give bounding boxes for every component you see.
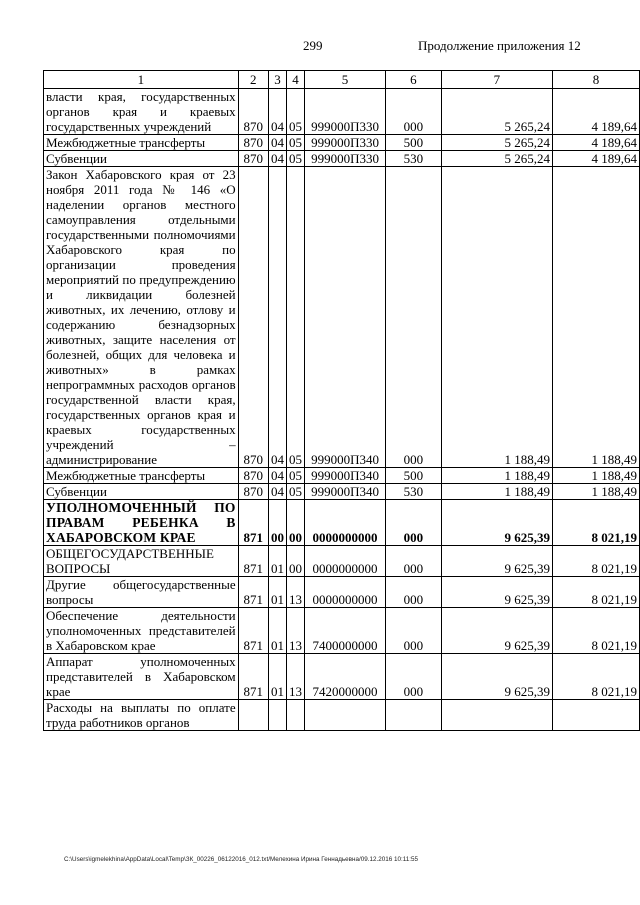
cell-target-article: 999000П340 — [304, 468, 385, 484]
cell-amount-actual: 1 188,49 — [553, 167, 640, 468]
cell-amount-planned: 9 625,39 — [441, 608, 552, 654]
budget-table — [43, 70, 640, 731]
cell-amount-planned: 1 188,49 — [441, 167, 552, 468]
cell-ministry: 870 — [238, 484, 268, 500]
cell-expense-type: 000 — [386, 89, 442, 135]
table-row — [44, 167, 640, 468]
table-row — [44, 151, 640, 167]
cell-section: 01 — [268, 654, 286, 700]
cell-expense-type — [386, 700, 442, 731]
cell-target-article: 999000П340 — [304, 167, 385, 468]
cell-expense-type: 000 — [386, 608, 442, 654]
cell-subsection: 05 — [286, 135, 304, 151]
cell-subsection: 00 — [286, 546, 304, 577]
cell-amount-planned: 5 265,24 — [441, 135, 552, 151]
cell-amount-planned — [441, 700, 552, 731]
file-path-footer: C:\Users\igmelekhina\AppData\Local\Temp\ЗК_00226_06122016_012.txt/Мелехина Ирина Геннадьевна/09.12.2016 10:11:55 — [64, 856, 419, 863]
cell-amount-actual: 8 021,19 — [553, 546, 640, 577]
cell-ministry: 870 — [238, 89, 268, 135]
cell-amount-planned: 9 625,39 — [441, 500, 552, 546]
cell-target-article: 999000П330 — [304, 151, 385, 167]
column-header: 6 — [386, 71, 442, 89]
cell-section: 01 — [268, 546, 286, 577]
cell-section: 04 — [268, 135, 286, 151]
cell-amount-planned: 9 625,39 — [441, 654, 552, 700]
column-header: 2 — [238, 71, 268, 89]
cell-ministry: 870 — [238, 135, 268, 151]
table-header-row — [44, 71, 640, 89]
cell-subsection: 05 — [286, 484, 304, 500]
cell-expense-type: 000 — [386, 546, 442, 577]
cell-amount-planned: 1 188,49 — [441, 468, 552, 484]
row-name: Межбюджетные трансферты — [44, 468, 239, 484]
table-row — [44, 484, 640, 500]
cell-subsection: 13 — [286, 608, 304, 654]
cell-expense-type: 000 — [386, 654, 442, 700]
cell-section: 04 — [268, 89, 286, 135]
cell-subsection: 05 — [286, 167, 304, 468]
table-row — [44, 700, 640, 731]
table-row — [44, 500, 640, 546]
cell-section: 01 — [268, 608, 286, 654]
cell-section: 04 — [268, 151, 286, 167]
cell-target-article: 7420000000 — [304, 654, 385, 700]
cell-subsection: 13 — [286, 654, 304, 700]
cell-ministry: 871 — [238, 500, 268, 546]
cell-amount-actual: 1 188,49 — [553, 484, 640, 500]
cell-ministry: 871 — [238, 654, 268, 700]
cell-expense-type: 000 — [386, 577, 442, 608]
table-row — [44, 546, 640, 577]
column-header: 4 — [286, 71, 304, 89]
cell-target-article: 7400000000 — [304, 608, 385, 654]
cell-amount-actual: 4 189,64 — [553, 135, 640, 151]
cell-amount-actual: 8 021,19 — [553, 500, 640, 546]
cell-amount-actual: 1 188,49 — [553, 468, 640, 484]
cell-amount-planned: 5 265,24 — [441, 151, 552, 167]
row-name: УПОЛНОМОЧЕННЫЙ ПО ПРАВАМ РЕБЕНКА В ХАБАРОВСКОМ КРАЕ — [44, 500, 239, 546]
cell-amount-planned: 5 265,24 — [441, 89, 552, 135]
table-row — [44, 468, 640, 484]
cell-target-article: 0000000000 — [304, 546, 385, 577]
cell-amount-planned: 9 625,39 — [441, 577, 552, 608]
cell-amount-actual: 8 021,19 — [553, 577, 640, 608]
cell-section: 00 — [268, 500, 286, 546]
column-header: 5 — [304, 71, 385, 89]
cell-ministry: 870 — [238, 167, 268, 468]
cell-section: 04 — [268, 484, 286, 500]
cell-subsection: 13 — [286, 577, 304, 608]
row-name: власти края, государственных органов края и краевых государственных учреждений — [44, 89, 239, 135]
cell-ministry: 870 — [238, 468, 268, 484]
cell-target-article — [304, 700, 385, 731]
cell-amount-planned: 1 188,49 — [441, 484, 552, 500]
cell-target-article: 0000000000 — [304, 500, 385, 546]
continuation-label: Продолжение приложения 12 — [418, 38, 581, 53]
row-name: Обеспечение деятельности уполномоченных представителей в Хабаровском крае — [44, 608, 239, 654]
cell-amount-actual: 8 021,19 — [553, 654, 640, 700]
cell-subsection: 05 — [286, 151, 304, 167]
column-header: 1 — [44, 71, 239, 89]
cell-section: 04 — [268, 468, 286, 484]
cell-amount-actual: 4 189,64 — [553, 89, 640, 135]
cell-ministry — [238, 700, 268, 731]
column-header: 8 — [553, 71, 640, 89]
page-number: 299 — [303, 38, 323, 53]
row-name: Расходы на выплаты по оплате труда работников органов — [44, 700, 239, 731]
row-name: Аппарат уполномоченных представителей в Хабаровском крае — [44, 654, 239, 700]
cell-section — [268, 700, 286, 731]
cell-subsection: 00 — [286, 500, 304, 546]
cell-expense-type: 000 — [386, 500, 442, 546]
cell-subsection — [286, 700, 304, 731]
table-row — [44, 577, 640, 608]
cell-expense-type: 530 — [386, 484, 442, 500]
cell-section: 04 — [268, 167, 286, 468]
cell-ministry: 871 — [238, 546, 268, 577]
row-name: Другие общегосударственные вопросы — [44, 577, 239, 608]
cell-section: 01 — [268, 577, 286, 608]
cell-ministry: 871 — [238, 577, 268, 608]
cell-expense-type: 530 — [386, 151, 442, 167]
cell-target-article: 999000П330 — [304, 89, 385, 135]
cell-ministry: 871 — [238, 608, 268, 654]
cell-ministry: 870 — [238, 151, 268, 167]
table-row — [44, 654, 640, 700]
table-row — [44, 608, 640, 654]
cell-amount-actual: 8 021,19 — [553, 608, 640, 654]
column-header: 3 — [268, 71, 286, 89]
cell-amount-actual: 4 189,64 — [553, 151, 640, 167]
cell-target-article: 999000П340 — [304, 484, 385, 500]
cell-expense-type: 500 — [386, 135, 442, 151]
cell-target-article: 0000000000 — [304, 577, 385, 608]
column-header: 7 — [441, 71, 552, 89]
cell-expense-type: 500 — [386, 468, 442, 484]
cell-expense-type: 000 — [386, 167, 442, 468]
row-name: Закон Хабаровского края от 23 ноября 2011 года № 146 «О наделении органов местного самоуправления отдельными государственными полномочиями Хабаровского края по организации проведения мероприятий по предупреждению и ликвидации болезней животных, их лечению, отлову и содержанию безнадзорных животных, защите населения от болезней, общих для человека и животных» в рамках непрограммных расходов органов государственной власти края, государственных органов края и краевых государственных учреждений – администрирование — [44, 167, 239, 468]
table-row — [44, 89, 640, 135]
cell-amount-planned: 9 625,39 — [441, 546, 552, 577]
cell-amount-actual — [553, 700, 640, 731]
table-row — [44, 135, 640, 151]
cell-subsection: 05 — [286, 89, 304, 135]
row-name: Субвенции — [44, 151, 239, 167]
row-name: ОБЩЕГОСУДАРСТВЕННЫЕ ВОПРОСЫ — [44, 546, 239, 577]
row-name: Межбюджетные трансферты — [44, 135, 239, 151]
cell-target-article: 999000П330 — [304, 135, 385, 151]
cell-subsection: 05 — [286, 468, 304, 484]
row-name: Субвенции — [44, 484, 239, 500]
